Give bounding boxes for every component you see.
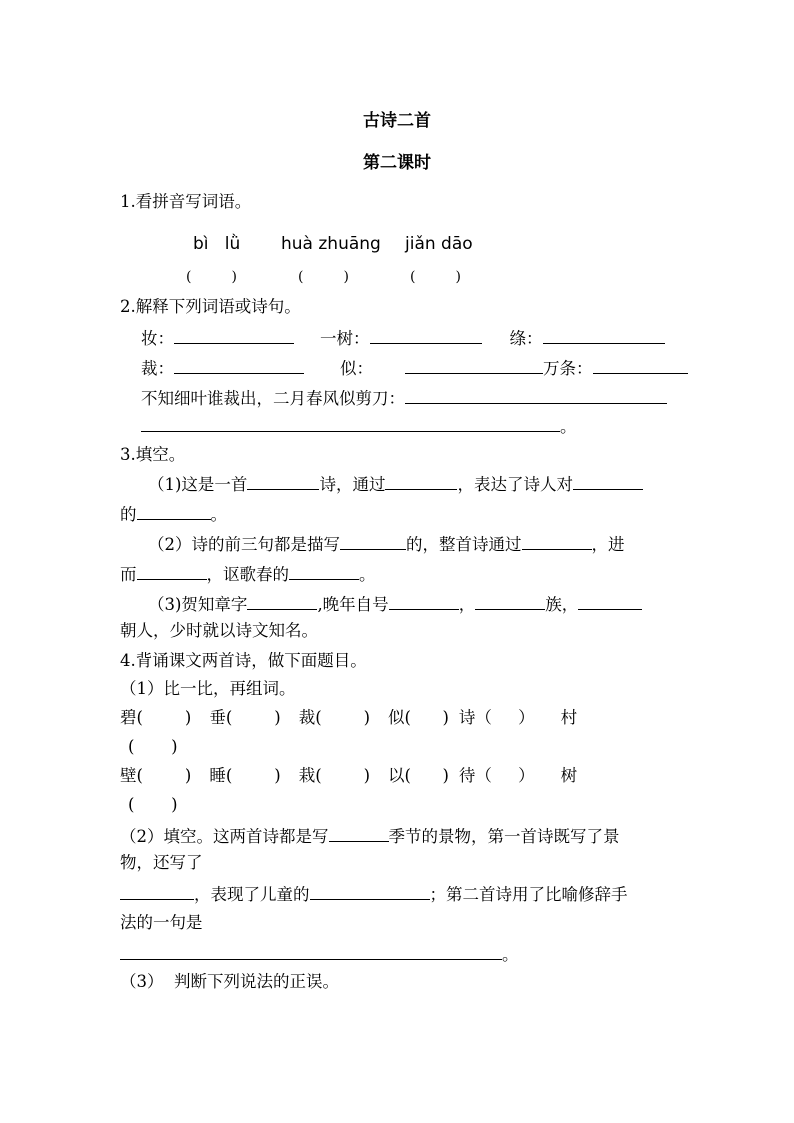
compare-item[interactable]: 睡( ) (209, 766, 281, 785)
blank[interactable] (141, 414, 560, 432)
label-cai: 裁： (141, 359, 174, 378)
q4-sub-2e (120, 942, 519, 966)
answer-bracket-2[interactable]: ( ) (298, 269, 349, 285)
compare-row-1b[interactable]: ( ) (128, 737, 178, 756)
blank[interactable] (593, 356, 688, 374)
q4-sub-3: （3） 判断下列说法的正误。 (120, 972, 339, 991)
page-subtitle: 第二课时 (363, 153, 431, 173)
blank[interactable] (340, 532, 406, 550)
compare-row-2b[interactable]: ( ) (128, 795, 178, 814)
blank[interactable] (247, 472, 319, 490)
blank[interactable] (174, 326, 294, 344)
question-2-heading: 2.解释下列词语或诗句。 (120, 297, 301, 316)
blank[interactable] (389, 592, 459, 610)
label-yishu: 一树： (320, 329, 370, 348)
text: 。 (210, 505, 227, 524)
compare-row-2 (120, 765, 577, 787)
text: 季节的景物，第一首诗既写了景 (388, 827, 620, 846)
blank[interactable] (120, 942, 502, 960)
blank[interactable] (137, 502, 211, 520)
label-tao: 绦： (509, 329, 543, 348)
text: 诗，通过 (319, 475, 386, 494)
q4-sub-2c (120, 882, 628, 906)
text: 的，整首诗通过 (406, 535, 522, 554)
pinyin-2: huà zhuāng (281, 234, 381, 254)
question-4-heading: 4.背诵课文两首诗，做下面题目。 (120, 651, 367, 670)
blank[interactable] (120, 882, 194, 900)
blank[interactable] (370, 326, 482, 344)
q4-sub-1: （1）比一比，再组词。 (120, 679, 296, 698)
compare-item[interactable]: 碧( ) (120, 708, 192, 727)
pinyin-1: bì lǜ (193, 234, 241, 254)
poem-line-label: 不知细叶谁裁出，二月春风似剪刀： (141, 389, 405, 408)
blank[interactable] (475, 592, 545, 610)
label-wantiao: 万条： (543, 359, 593, 378)
blank[interactable] (329, 824, 389, 842)
end-mark: 。 (560, 417, 577, 436)
compare-item[interactable]: 裁( ) (298, 708, 371, 727)
compare-item[interactable]: 村 (560, 708, 578, 727)
compare-item[interactable]: 树 (560, 766, 578, 785)
compare-item[interactable]: 栽( ) (298, 766, 371, 785)
blank[interactable] (573, 472, 643, 490)
q2-row-1 (141, 326, 665, 350)
text: 。 (359, 565, 376, 584)
blank[interactable] (522, 532, 592, 550)
q3-s2 (148, 532, 625, 556)
q4-sub-2b: 物，还写了 (120, 853, 203, 872)
text: 而 (120, 565, 137, 584)
blank[interactable] (405, 386, 667, 404)
blank[interactable] (543, 326, 665, 344)
q3-s3b: 朝人，少时就以诗文知名。 (120, 621, 318, 640)
text: （2）诗的前三句都是描写 (148, 535, 340, 554)
blank[interactable] (578, 592, 642, 610)
text: ， (458, 595, 476, 614)
compare-item[interactable]: 以( ) (388, 766, 449, 785)
text: 。 (502, 945, 519, 964)
text: ，讴歌春的 (206, 565, 289, 584)
text: 的 (120, 505, 137, 524)
answer-bracket-1[interactable]: ( ) (186, 269, 237, 285)
page-title: 古诗二首 (363, 111, 431, 131)
text: ，进 (591, 535, 625, 554)
q4-sub-2d: 法的一句是 (120, 913, 203, 932)
blank[interactable] (385, 472, 457, 490)
q4-sub-2 (120, 824, 620, 848)
label-si: 似： (340, 359, 373, 378)
compare-row-1 (120, 707, 577, 729)
compare-item[interactable]: 似( ) (388, 708, 449, 727)
text: ，表达了诗人对 (457, 475, 573, 494)
compare-item[interactable]: 待（ ） (458, 766, 535, 785)
compare-item[interactable]: 诗（ ） (458, 708, 535, 727)
pinyin-3: jiǎn dāo (405, 234, 473, 254)
text: ；第二首诗用了比喻修辞手 (429, 885, 628, 904)
question-1-heading: 1.看拼音写词语。 (120, 192, 252, 211)
text: 族， (545, 595, 579, 614)
q2-row-2 (141, 356, 688, 380)
compare-item[interactable]: 壁( ) (120, 766, 192, 785)
question-3-heading: 3.填空。 (120, 445, 186, 464)
q2-poem-row (141, 386, 667, 410)
blank[interactable] (137, 562, 207, 580)
blank[interactable] (289, 562, 359, 580)
text: ,晚年自号 (317, 595, 389, 614)
blank[interactable] (310, 882, 430, 900)
text: ，表现了儿童的 (194, 885, 310, 904)
blank[interactable] (174, 356, 304, 374)
answer-bracket-3[interactable]: ( ) (410, 269, 461, 285)
q3-s1b (120, 502, 227, 526)
q2-poem-row-2 (141, 414, 577, 438)
text: （2）填空。这两首诗都是写 (120, 827, 329, 846)
text: （1)这是一首 (148, 475, 248, 494)
label-zhuang: 妆： (141, 329, 174, 348)
q3-s1 (148, 472, 643, 496)
blank[interactable] (405, 356, 543, 374)
q3-s3 (148, 592, 642, 616)
blank[interactable] (247, 592, 317, 610)
text: （3)贺知章字 (148, 595, 248, 614)
compare-item[interactable]: 垂( ) (209, 708, 281, 727)
q3-s2b (120, 562, 376, 586)
